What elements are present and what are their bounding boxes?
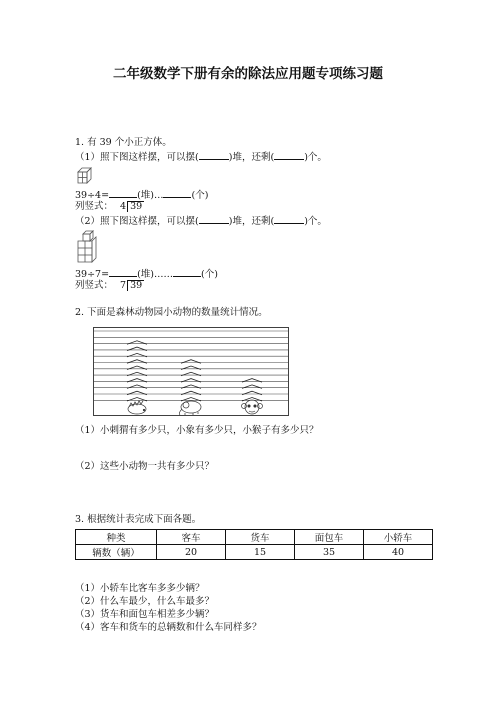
q1-eq2-blank-remainder[interactable] — [173, 267, 201, 277]
q1-vert1-divisor: 4 — [120, 201, 127, 212]
q1-eq2-c: (个) — [200, 269, 218, 280]
table-header-cell: 种类 — [76, 530, 157, 545]
q1-eq1-c: (个) — [191, 190, 209, 201]
cube-pile-4-icon — [76, 164, 100, 186]
q1-vert1-label: 列竖式： — [75, 201, 114, 212]
table-header-row — [76, 530, 433, 545]
animal-count-picture — [93, 327, 289, 419]
q1-part1-prefix: （1）照下图这样摆，可以摆( — [75, 152, 199, 163]
q1-part2 — [75, 214, 327, 228]
q1-part2-blank-piles[interactable] — [199, 214, 229, 224]
q1-part1-suffix: )个。 — [304, 152, 327, 163]
q2-stem: 2. 下面是森林动物园小动物的数量统计情况。 — [75, 307, 268, 318]
table-cell: 20 — [157, 545, 226, 560]
q1-part1-blank-remainder[interactable] — [274, 150, 304, 160]
q1-part1-mid: )堆，还剩( — [228, 152, 275, 163]
q3-sub4: （4）客车和货车的总辆数和什么车同样多？ — [75, 622, 262, 633]
monkey-icon — [242, 400, 263, 414]
table-cell: 辆数（辆） — [76, 545, 157, 560]
q3-stem: 3. 根据统计表完成下面各题。 — [75, 514, 202, 525]
vehicle-stats-table — [75, 529, 433, 560]
q1-eq1-b: (堆)… — [137, 190, 164, 201]
q3-sub2: （2）什么车最少，什么车最多？ — [75, 596, 215, 607]
table-cell: 35 — [295, 545, 364, 560]
q1-equation1 — [75, 188, 208, 202]
table-header-cell: 小轿车 — [364, 530, 433, 545]
q1-part2-prefix: （2）照下图这样摆，可以摆( — [75, 216, 199, 227]
q1-vert2-divisor: 7 — [120, 280, 127, 291]
q1-part2-suffix: )个。 — [304, 216, 327, 227]
q1-part1 — [75, 150, 327, 164]
table-cell: 40 — [364, 545, 433, 560]
table-header-cell: 面包车 — [295, 530, 364, 545]
hedgehog-icon — [128, 401, 146, 414]
page-title: 二年级数学下册有余的除法应用题专项练习题 — [113, 66, 383, 82]
q1-vert2-dividend: 39 — [127, 280, 144, 291]
q2-sub2: （2）这些小动物一共有多少只？ — [75, 461, 215, 472]
q1-eq2-a: 39÷7= — [75, 269, 110, 280]
q1-vertical1 — [75, 201, 144, 213]
q1-eq1-blank-remainder[interactable] — [163, 188, 191, 198]
q1-part2-blank-remainder[interactable] — [274, 214, 304, 224]
cube-pile-7-icon — [76, 229, 100, 265]
q2-sub1: （1）小刺猬有多少只，小象有多少只，小猴子有多少只？ — [75, 425, 319, 436]
q1-vert1-dividend: 39 — [127, 201, 144, 212]
table-header-cell: 客车 — [157, 530, 226, 545]
q3-sub1: （1）小轿车比客车多多少辆？ — [75, 583, 205, 594]
q1-eq1-blank-quotient[interactable] — [109, 188, 137, 198]
q1-eq2-blank-quotient[interactable] — [109, 267, 137, 277]
q3-sub3: （3）货车和面包车相差多少辆？ — [75, 609, 215, 620]
q1-part2-mid: )堆，还剩( — [228, 216, 275, 227]
q1-equation2 — [75, 267, 218, 281]
elephant-icon — [179, 401, 201, 415]
table-row — [76, 545, 433, 560]
table-cell: 15 — [226, 545, 295, 560]
table-header-cell: 货车 — [226, 530, 295, 545]
q1-eq1-a: 39÷4= — [75, 190, 110, 201]
q1-eq2-b: (堆)…… — [137, 269, 173, 280]
q1-part1-blank-piles[interactable] — [199, 150, 229, 160]
q1-stem: 1. 有 39 个小正方体。 — [75, 137, 172, 148]
q1-vert2-label: 列竖式： — [75, 280, 114, 291]
q1-vertical2 — [75, 280, 144, 292]
